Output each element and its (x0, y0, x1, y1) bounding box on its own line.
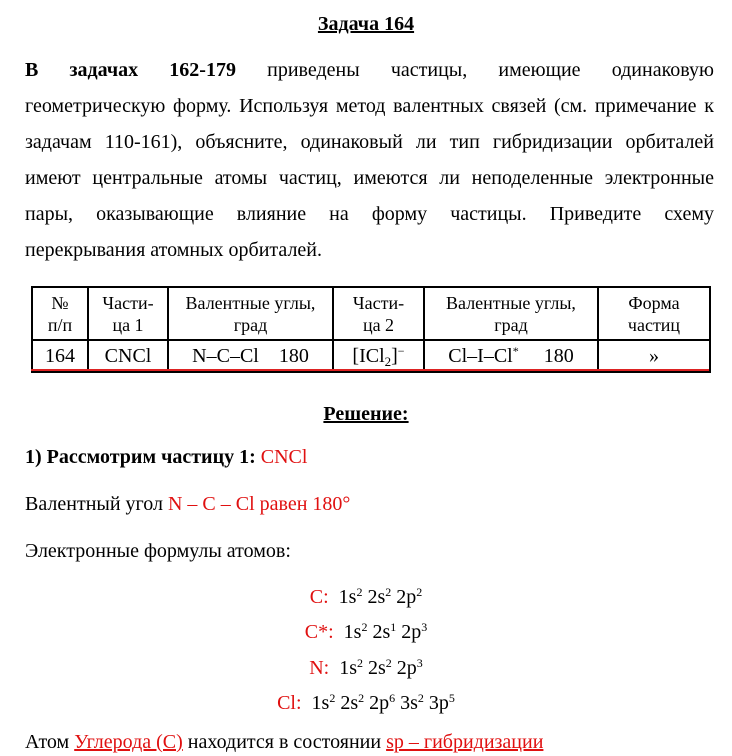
formula-n: N: $1s^2$ $2s^2$ $2p^3$ (309, 656, 423, 679)
angle-line: Валентный угол N – C – Cl равен 180° (25, 493, 351, 515)
statement-line: пары, оказывающие влияние на форму частицы. Приведите схему (25, 203, 714, 225)
particles-table (31, 286, 709, 373)
problem-statement (25, 52, 714, 268)
cell-angle-2: Cl–I–Cl* 180 (424, 340, 598, 372)
header-cell: Форма частиц (598, 287, 710, 340)
electron-formulas-title: Электронные формулы атомов: (25, 540, 291, 562)
cell-angle-1: N–C–Cl 180 (168, 340, 333, 372)
header-cell: Валентные углы, град (168, 287, 333, 340)
statement-lead: В задачах 162-179 (25, 59, 236, 81)
cell-shape: » (598, 340, 710, 372)
header-cell: Части- ца 2 (333, 287, 424, 340)
particle-1-name: CNCl (260, 446, 308, 468)
statement-line: перекрывания атомных орбиталей. (25, 239, 323, 261)
statement-line: задачам 110-161), объясните, одинаковый ли тип гибридизации орбиталей (25, 131, 714, 153)
statement-line: геометрическую форму. Используя метод валентных связей (см. примечание к (25, 95, 714, 117)
table-header-row (32, 287, 710, 340)
hybridization-line: Атом Углерода (С) находится в состоянии sp – гибридизации (25, 731, 544, 753)
formula-c-excited: C*: $1s^2$ $2s^1$ $2p^3$ (304, 620, 428, 643)
table-row (32, 340, 710, 372)
problem-title: Задача 164 (317, 13, 415, 35)
cell-particle-2: [ICl$_2$]− (333, 340, 424, 372)
formula-cl: Cl: $1s^2$ $2s^2$ $2p^6$ $3s^2$ $3p^5$ (277, 691, 455, 714)
header-cell: № п/п (32, 287, 88, 340)
cell-particle-1: CNCl (88, 340, 168, 372)
table-red-underline (31, 369, 709, 371)
cell-number: 164 (32, 340, 88, 372)
header-cell: Части- ца 1 (88, 287, 168, 340)
header-cell: Валентные углы, град (424, 287, 598, 340)
formula-c: C: $1s^2$ $2s^2$ $2p^2$ (309, 585, 423, 608)
step-1-line: 1) Рассмотрим частицу 1: CNCl (25, 446, 308, 468)
solution-heading: Решение: (323, 403, 409, 425)
statement-line: имеют центральные атомы частиц, имеются ли неподеленные электронные (25, 167, 714, 189)
statement-line: В задачах 162-179 приведены частицы, имеющие одинаковую (25, 59, 714, 81)
